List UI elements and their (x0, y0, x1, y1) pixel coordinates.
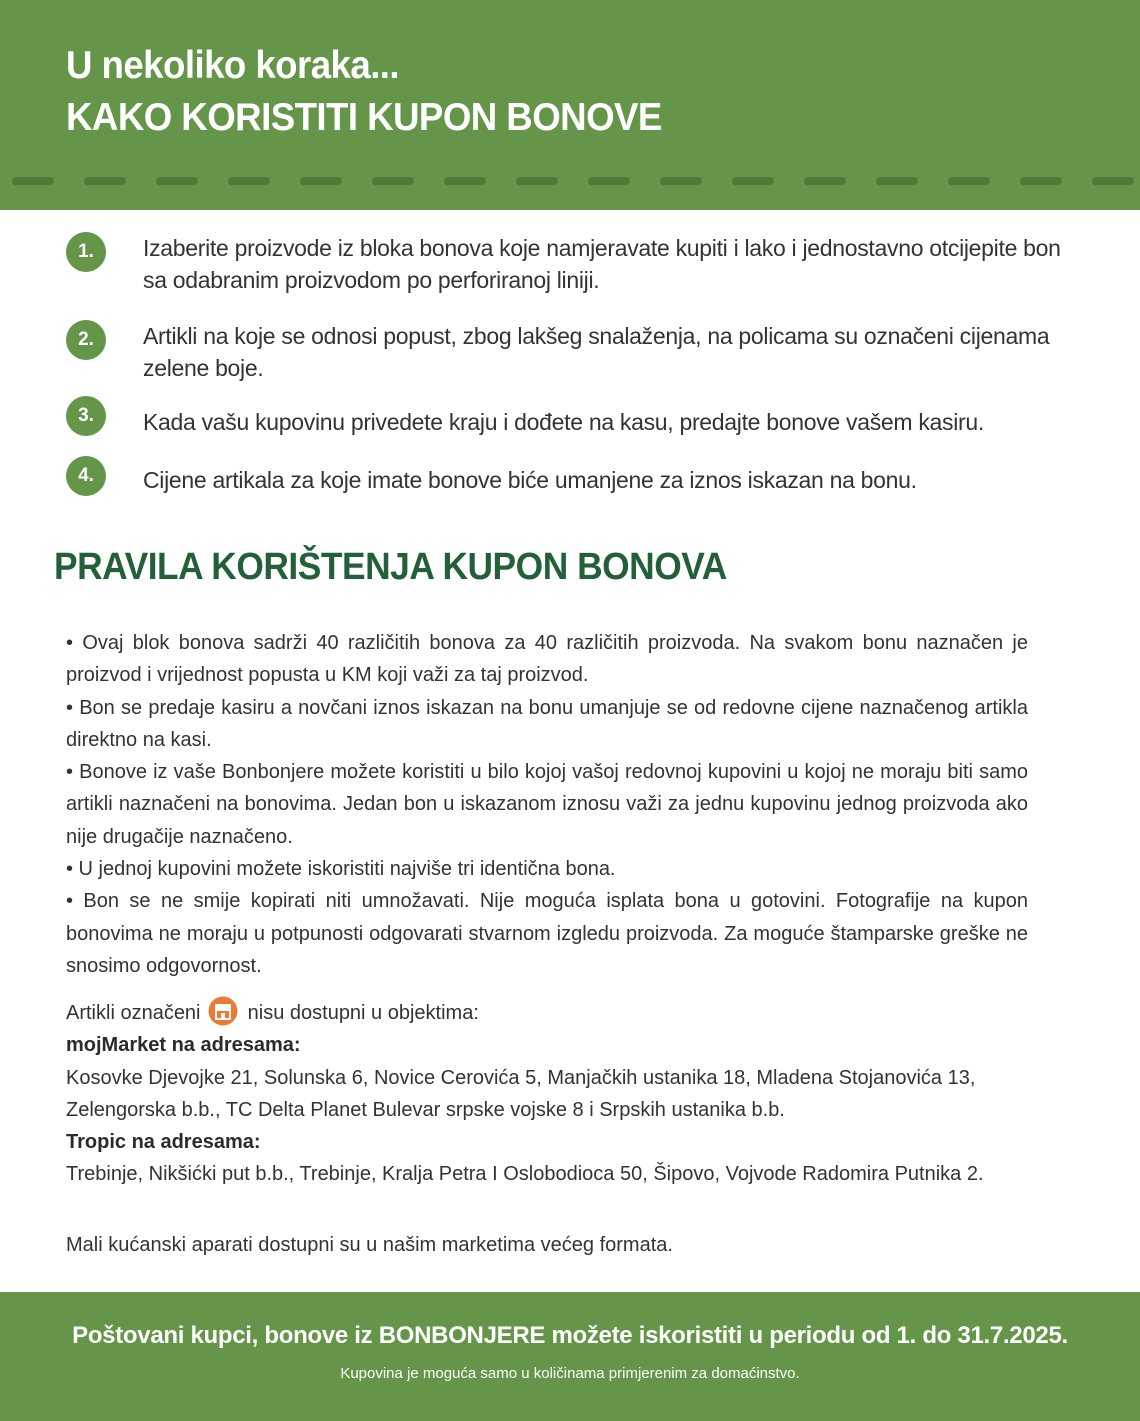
appliances-note: Mali kućanski aparati dostupni su u našim marketima većeg formata. (66, 1234, 673, 1256)
perforation-dash (84, 177, 126, 185)
step-text: Artikli na koje se odnosi popust, zbog lakšeg snalaženja, na policama su označeni cijenama zelene boje. (143, 323, 1050, 381)
rule-item: • Ovaj blok bonova sadrži 40 različitih bonova za 40 različitih proizvoda. Na svakom bonu naznačen je proizvod i vrijednost popusta u KM koji važi za taj proizvod. (66, 632, 1028, 687)
availability-intro-after: nisu dostupni u objektima: (247, 1002, 479, 1024)
perforation-dash (156, 177, 198, 185)
perforation-dash (948, 177, 990, 185)
perforation-dash (12, 177, 54, 185)
shop-icon (208, 996, 238, 1026)
perforation-dash (1020, 177, 1062, 185)
rule-item: • U jednoj kupovini možete iskoristiti najviše tri identična bona. (66, 858, 616, 881)
mojmarket-addresses-line-1: Kosovke Djevojke 21, Solunska 6, Novice Cerovića 5, Manjačkih ustanika 18, Mladena Stojanovića 13, (66, 1066, 976, 1089)
tropic-label: Tropic na adresama: (66, 1131, 261, 1154)
title-line-1: U nekoliko koraka... (66, 44, 400, 87)
rule-item: • Bon se ne smije kopirati niti umnožavati. Nije moguća isplata bona u gotovini. Fotografije na kupon bonovima ne moraju u potpunosti odgovarati stvarnom izgledu proizvoda. Za moguće štamparske greške ne snosimo odgovornost. (66, 890, 1028, 977)
step-text: Cijene artikala za koje imate bonove biće umanjene za iznos iskazan na bonu. (143, 467, 917, 493)
step-text: Izaberite proizvode iz bloka bonova koje namjeravate kupiti i lako i jednostavno otcijepite bon sa odabranim proizvodom po perforiranoj liniji. (143, 235, 1061, 293)
footer-main-text: Poštovani kupci, bonove iz BONBONJERE možete iskoristiti u periodu od 1. do 31.7.2025. (72, 1322, 1068, 1349)
rule-item: • Bon se predaje kasiru a novčani iznos iskazan na bonu umanjuje se od redovne cijene naznačenog artikla direktno na kasi. (66, 696, 1028, 751)
step-number-badge: 4. (66, 456, 106, 496)
step-number-badge: 1. (66, 232, 106, 272)
perforation-dash (1092, 177, 1134, 185)
perforation-dash (876, 177, 918, 185)
perforated-line (0, 177, 1140, 185)
rules-heading: PRAVILA KORIŠTENJA KUPON BONOVA (54, 546, 727, 588)
availability-section (66, 996, 1076, 1191)
step-number-badge: 2. (66, 320, 106, 360)
perforation-dash (300, 177, 342, 185)
perforation-dash (804, 177, 846, 185)
step-text: Kada vašu kupovinu privedete kraju i dođete na kasu, predajte bonove vašem kasiru. (143, 409, 984, 435)
perforation-dash (228, 177, 270, 185)
footer-sub-text: Kupovina je moguća samo u količinama primjerenim za domaćinstvo. (340, 1365, 800, 1382)
perforation-dash (588, 177, 630, 185)
availability-intro (66, 996, 1076, 1029)
rules-list (66, 627, 1028, 982)
perforation-dash (516, 177, 558, 185)
rule-item: • Bonove iz vaše Bonbonjere možete koristiti u bilo kojoj vašoj redovnoj kupovini u kojoj ne moraju biti samo artikli naznačeni na bonovima. Jedan bon u iskazanom iznosu važi za jednu kupovinu jednog proizvoda ako nije drugačije naznačeno. (66, 761, 1028, 848)
perforation-dash (444, 177, 486, 185)
perforation-dash (732, 177, 774, 185)
footer-banner (0, 1292, 1140, 1421)
mojmarket-addresses-line-2: Zelengorska b.b., TC Delta Planet Bulevar srpske vojske 8 i Srpskih ustanika b.b. (66, 1098, 785, 1121)
perforation-dash (372, 177, 414, 185)
mojmarket-label: mojMarket na adresama: (66, 1034, 301, 1057)
step-number-badge: 3. (66, 396, 106, 436)
tropic-addresses: Trebinje, Nikšićki put b.b., Trebinje, Kralja Petra I Oslobodioca 50, Šipovo, Vojvode Radomira Putnika 2. (66, 1163, 984, 1186)
header-banner (0, 0, 1140, 210)
page-title (66, 40, 662, 144)
availability-intro-before: Artikli označeni (66, 1002, 201, 1024)
title-line-2: KAKO KORISTITI KUPON BONOVE (66, 96, 662, 139)
perforation-dash (660, 177, 702, 185)
